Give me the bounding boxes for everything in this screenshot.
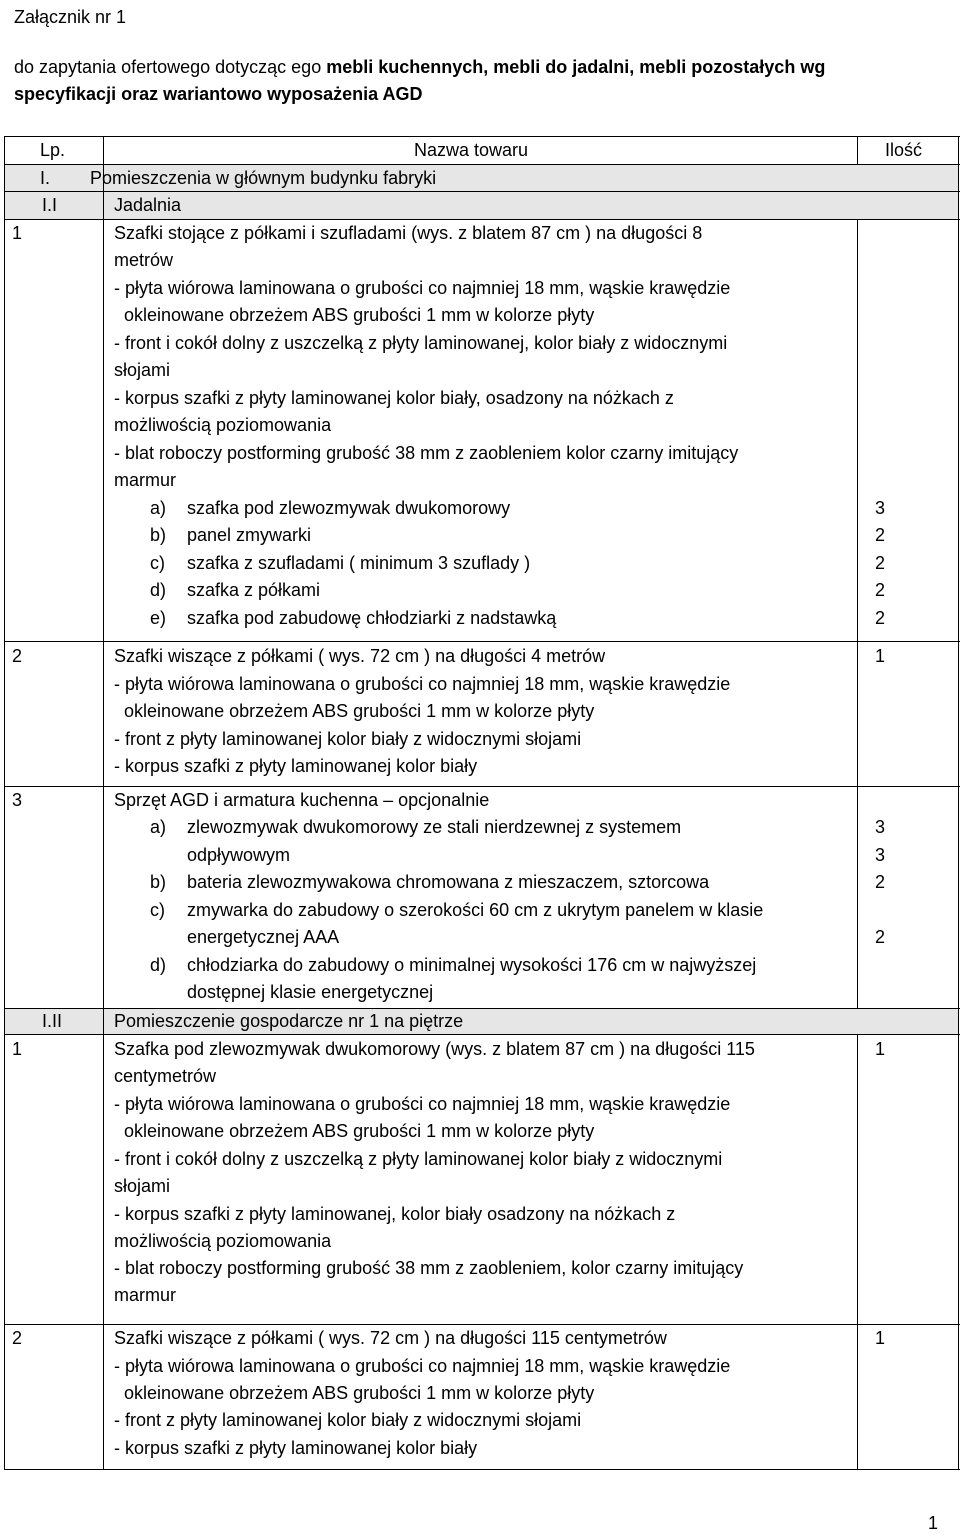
item-lp: 2	[12, 646, 23, 666]
description-line: - płyta wiórowa laminowana o grubości co najmniej 18 mm, wąskie krawędzie	[114, 674, 731, 694]
table-rule	[4, 1034, 960, 1035]
table-rule	[857, 1034, 858, 1470]
item-lp: 2	[12, 1328, 23, 1348]
sub-item-qty: 2	[875, 872, 886, 892]
sub-item-text: szafka pod zlewozmywak dwukomorowy	[187, 498, 511, 518]
sub-item-key: a)	[150, 817, 167, 837]
sub-item-key: c)	[150, 900, 165, 920]
description-line: - front i cokół dolny z uszczelką z płyty laminowanej, kolor biały z widocznymi	[114, 333, 728, 353]
description-line: marmur	[114, 1285, 176, 1305]
table-rule	[4, 164, 960, 165]
description-line: metrów	[114, 250, 174, 270]
sub-item-text: bateria zlewozmywakowa chromowana z mieszaczem, sztorcowa	[187, 872, 710, 892]
sub-item-key: e)	[150, 608, 167, 628]
header-name: Nazwa towaru	[414, 140, 529, 160]
sub-item-qty: 2	[875, 927, 886, 947]
section-title: Jadalnia	[114, 195, 182, 215]
sub-item-qty: 2	[875, 553, 886, 573]
header-qty: Ilość	[885, 140, 923, 160]
description-line: - blat roboczy postforming grubość 38 mm z zaobleniem kolor czarny imitujący	[114, 443, 739, 463]
description-line: słojami	[114, 1176, 171, 1196]
item-qty: 1	[875, 1328, 886, 1348]
sub-item-text: zlewozmywak dwukomorowy ze stali nierdzewnej z systemem	[187, 817, 682, 837]
table-rule	[4, 1469, 960, 1470]
sub-item-qty: 2	[875, 580, 886, 600]
item-qty: 1	[875, 1039, 886, 1059]
description-line: możliwością poziomowania	[114, 415, 332, 435]
table-rule	[4, 191, 960, 192]
annex-title: Załącznik nr 1	[14, 7, 127, 27]
sub-item-key: a)	[150, 498, 167, 518]
description-line: - płyta wiórowa laminowana o grubości co najmniej 18 mm, wąskie krawędzie	[114, 278, 731, 298]
item-qty: 1	[875, 646, 886, 666]
header-lp: Lp.	[40, 140, 66, 160]
sub-item-key: b)	[150, 872, 167, 892]
sub-item-text: szafka pod zabudowę chłodziarki z nadstawką	[187, 608, 557, 628]
sub-item-key: d)	[150, 955, 167, 975]
description-line: okleinowane obrzeżem ABS grubości 1 mm w kolorze płyty	[114, 701, 595, 721]
description-line: - front z płyty laminowanej kolor biały z widocznymi słojami	[114, 1410, 582, 1430]
item-lp: 3	[12, 790, 23, 810]
sub-item-text: szafka z szufladami ( minimum 3 szuflady )	[187, 553, 531, 573]
table-rule	[857, 219, 858, 1009]
sub-item-key: b)	[150, 525, 167, 545]
sub-item-text: szafka z półkami	[187, 580, 321, 600]
sub-item-qty: 3	[875, 817, 886, 837]
table-rule	[4, 1008, 960, 1009]
description-line: okleinowane obrzeżem ABS grubości 1 mm w kolorze płyty	[114, 1383, 595, 1403]
table-rule	[103, 136, 104, 1470]
intro-prefix: do zapytania ofertowego dotycząc ego	[14, 57, 327, 77]
description-line: - płyta wiórowa laminowana o grubości co najmniej 18 mm, wąskie krawędzie	[114, 1094, 731, 1114]
section-title: Pomieszczenia w głównym budynku fabryki	[90, 168, 437, 188]
table-rule	[4, 136, 960, 137]
description-line: Szafka pod zlewozmywak dwukomorowy (wys. z blatem 87 cm ) na długości 115	[114, 1039, 755, 1059]
description-line: - korpus szafki z płyty laminowanej kolor biały, osadzony na nóżkach z	[114, 388, 674, 408]
section-title: Pomieszczenie gospodarcze nr 1 na piętrze	[114, 1011, 464, 1031]
sub-item-text: chłodziarka do zabudowy o minimalnej wysokości 176 cm w najwyższej	[187, 955, 757, 975]
description-line: - blat roboczy postforming grubość 38 mm z zaobleniem, kolor czarny imitujący	[114, 1258, 744, 1278]
table-rule	[4, 1324, 960, 1325]
description-line: Szafki wiszące z półkami ( wys. 72 cm ) na długości 4 metrów	[114, 646, 606, 666]
description-line: okleinowane obrzeżem ABS grubości 1 mm w kolorze płyty	[114, 305, 595, 325]
description-line: - korpus szafki z płyty laminowanej kolor biały	[114, 756, 478, 776]
table-rule	[4, 786, 960, 787]
item-lp: 1	[12, 1039, 23, 1059]
section-lp: I.I	[42, 195, 58, 215]
sub-item-qty: 2	[875, 525, 886, 545]
description-line: okleinowane obrzeżem ABS grubości 1 mm w kolorze płyty	[114, 1121, 595, 1141]
section-lp: I.	[40, 168, 51, 188]
description-line: - front i cokół dolny z uszczelką z płyty laminowanej kolor biały z widocznymi	[114, 1149, 723, 1169]
item-title: Sprzęt AGD i armatura kuchenna – opcjonalnie	[114, 790, 490, 810]
sub-item-text: energetycznej AAA	[187, 927, 340, 947]
intro-line-2: specyfikacji oraz wariantowo wyposażenia AGD	[14, 84, 423, 104]
item-lp: 1	[12, 223, 23, 243]
description-line: centymetrów	[114, 1066, 217, 1086]
page-number: 1	[928, 1513, 939, 1533]
sub-item-text: odpływowym	[187, 845, 291, 865]
table-rule	[857, 136, 858, 165]
sub-item-text: panel zmywarki	[187, 525, 312, 545]
sub-item-text: dostępnej klasie energetycznej	[187, 982, 434, 1002]
description-line: możliwością poziomowania	[114, 1231, 332, 1251]
table-rule	[4, 219, 960, 220]
description-line: Szafki wiszące z półkami ( wys. 72 cm ) na długości 115 centymetrów	[114, 1328, 667, 1348]
description-line: - front z płyty laminowanej kolor biały z widocznymi słojami	[114, 729, 582, 749]
section-lp: I.II	[42, 1011, 63, 1031]
sub-item-key: d)	[150, 580, 167, 600]
description-line: - korpus szafki z płyty laminowanej kolor biały	[114, 1438, 478, 1458]
intro-bold: mebli kuchennych, mebli do jadalni, mebli pozostałych wg	[326, 57, 826, 77]
table-rule	[4, 641, 960, 642]
sub-item-key: c)	[150, 553, 165, 573]
description-line: słojami	[114, 360, 171, 380]
description-line: - korpus szafki z płyty laminowanej, kolor biały osadzony na nóżkach z	[114, 1204, 676, 1224]
description-line: marmur	[114, 470, 176, 490]
table-rule	[4, 136, 5, 1470]
table-rule	[958, 136, 959, 1470]
sub-item-qty: 2	[875, 608, 886, 628]
description-line: - płyta wiórowa laminowana o grubości co najmniej 18 mm, wąskie krawędzie	[114, 1356, 731, 1376]
intro-line-1	[14, 56, 825, 78]
sub-item-text: zmywarka do zabudowy o szerokości 60 cm z ukrytym panelem w klasie	[187, 900, 764, 920]
sub-item-qty: 3	[875, 498, 886, 518]
sub-item-qty: 3	[875, 845, 886, 865]
description-line: Szafki stojące z półkami i szufladami (wys. z blatem 87 cm ) na długości 8	[114, 223, 703, 243]
